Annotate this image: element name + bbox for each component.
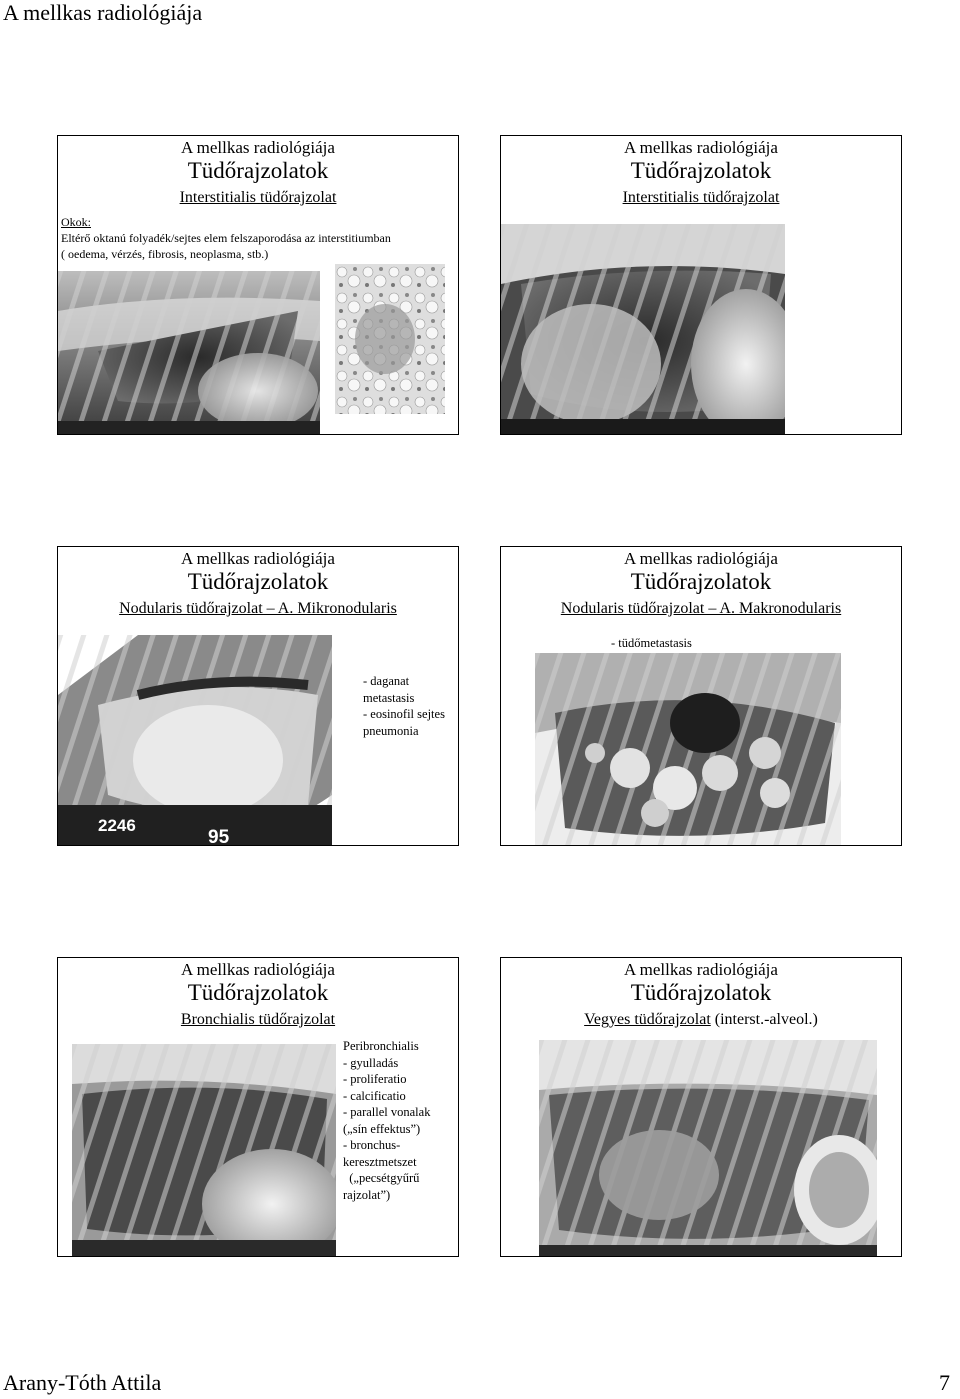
slide-title: A mellkas radiológiája [181, 549, 335, 568]
note-line: - eosinofil sejtes [363, 707, 445, 721]
note-line: - proliferatio [343, 1072, 407, 1086]
note-line: metastasis [363, 690, 415, 705]
slide-title: A mellkas radiológiája [624, 549, 778, 568]
notes [363, 673, 445, 739]
note-line: - gyulladás [343, 1055, 399, 1070]
xray-image [501, 224, 785, 435]
slide-subtitle: Tüdőrajzolatok [187, 569, 329, 594]
slide-subtitle: Tüdőrajzolatok [630, 569, 772, 594]
note-line: Peribronchialis [343, 1039, 419, 1053]
slide-title: A mellkas radiológiája [181, 138, 335, 157]
note-line: („sín effektus”) [343, 1121, 421, 1136]
page-header: A mellkas radiológiája [3, 0, 203, 25]
xray-image [58, 635, 332, 846]
slide-6 [500, 957, 902, 1257]
slide-heading: Interstitialis tüdőrajzolat [179, 189, 337, 206]
note-line: („pecsétgyűrű [343, 1171, 420, 1185]
note-line: pneumonia [363, 723, 419, 738]
note-line: rajzolat”) [343, 1187, 391, 1202]
slide-2 [500, 135, 902, 435]
page-number: 7 [939, 1370, 950, 1395]
xray-image [535, 653, 841, 846]
slide-title: A mellkas radiológiája [181, 960, 335, 979]
causes-text-2: ( oedema, vérzés, fibrosis, neoplasma, stb.) [61, 247, 269, 261]
xray-image [58, 271, 320, 435]
slide-title: A mellkas radiológiája [624, 960, 778, 979]
notes [343, 1038, 430, 1203]
xray-image [539, 1040, 877, 1256]
slide-heading: Nodularis tüdőrajzolat – A. Makronodularis [560, 600, 842, 617]
slide-heading: Nodularis tüdőrajzolat – A. Mikronodularis [119, 600, 397, 617]
slide-heading: Interstitialis tüdőrajzolat [622, 189, 780, 206]
slide-3 [57, 546, 459, 846]
slide-1 [57, 135, 459, 435]
causes-text: Eltérő oktanú folyadék/sejtes elem felszaporodása az interstitiumban [61, 231, 391, 245]
slide-subtitle: Tüdőrajzolatok [630, 980, 772, 1005]
footer-author: Arany-Tóth Attila [3, 1370, 162, 1395]
slide-title: A mellkas radiológiája [624, 138, 778, 157]
note-line: - calcificatio [343, 1088, 406, 1103]
causes-label: Okok: [61, 215, 91, 229]
note-line: - bronchus- [343, 1138, 401, 1152]
note-line: keresztmetszet [343, 1154, 417, 1169]
slide-heading: Bronchialis tüdőrajzolat [180, 1011, 336, 1028]
slide-subtitle: Tüdőrajzolatok [187, 158, 329, 183]
xray-image [72, 1044, 336, 1256]
histology-image [335, 264, 445, 414]
note: - tüdőmetastasis [611, 636, 692, 650]
note-line: - parallel vonalak [343, 1105, 431, 1119]
slide-heading: Vegyes tüdőrajzolat (interst.-alveol.) [584, 1011, 818, 1028]
film-mark-1: 2246 [98, 816, 136, 835]
slide-5 [57, 957, 459, 1257]
slide-subtitle: Tüdőrajzolatok [630, 158, 772, 183]
slide-4 [500, 546, 902, 846]
film-mark-2: 95 [208, 827, 230, 846]
slide-subtitle: Tüdőrajzolatok [187, 980, 329, 1005]
note-line: - daganat [363, 674, 410, 688]
